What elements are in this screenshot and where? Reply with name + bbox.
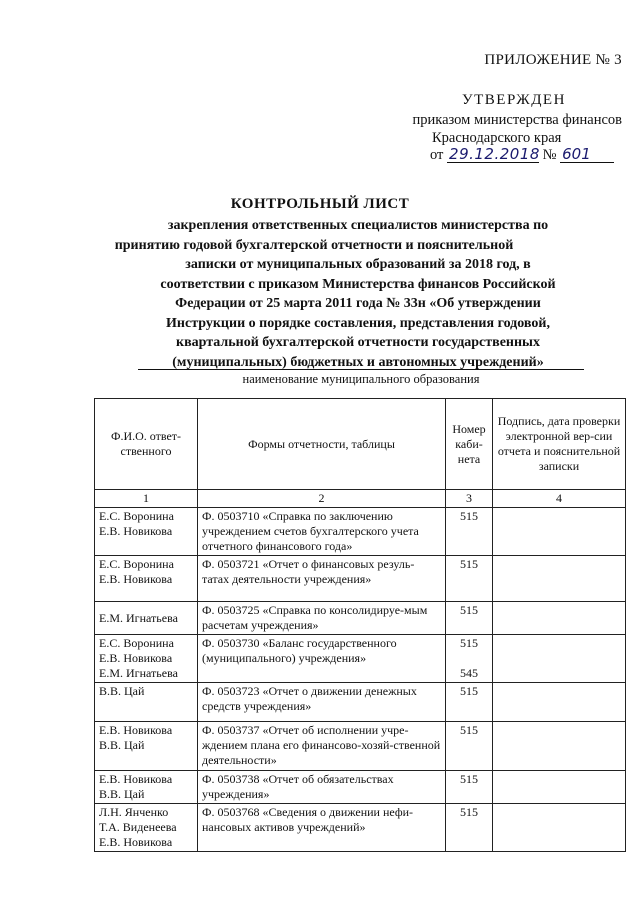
cabinet-value: 515 xyxy=(460,772,478,786)
table-row xyxy=(95,635,626,683)
subtitle-line: записки от муниципальных образований за 2018 год, в xyxy=(185,257,531,272)
handwritten-number: 601 xyxy=(560,146,614,163)
responsible-name: Е.М. Игнатьева xyxy=(99,666,178,680)
responsible-names xyxy=(95,771,198,804)
report-form: Ф. 0503710 «Справка по заключению учреждением счетов бухгалтерского учета отчетного финансового года» xyxy=(198,508,446,556)
cabinet-value: 515 xyxy=(460,723,478,737)
number-label: № xyxy=(542,147,557,163)
document-title: КОНТРОЛЬНЫЙ ЛИСТ xyxy=(230,196,410,212)
approved-label: УТВЕРЖДЕН xyxy=(462,92,566,108)
responsible-names xyxy=(95,508,198,556)
appendix-label: ПРИЛОЖЕНИЕ № 3 xyxy=(484,52,622,68)
cabinet-value: 515 xyxy=(460,557,478,571)
document-subtitle xyxy=(108,216,608,372)
responsible-name: Е.В. Новикова xyxy=(99,572,173,586)
responsible-name: Е.В. Новикова xyxy=(99,524,173,538)
cabinet-value: 515 xyxy=(460,684,478,698)
responsible-names xyxy=(95,683,198,722)
report-form: Ф. 0503768 «Сведения о движении нефи-нансовых активов учреждений» xyxy=(198,804,446,852)
signature-cell[interactable] xyxy=(493,722,626,771)
header-cell-signature: Подпись, дата проверки электронной вер-сии отчета и пояснительной записки xyxy=(493,399,626,490)
cabinet-number xyxy=(446,722,493,771)
signature-cell[interactable] xyxy=(493,771,626,804)
responsible-name: Е.М. Игнатьева xyxy=(99,610,178,625)
column-number: 3 xyxy=(446,490,493,508)
signature-cell[interactable] xyxy=(493,683,626,722)
column-number-row xyxy=(95,490,626,508)
table-header-row xyxy=(95,399,626,490)
municipality-caption: наименование муниципального образования xyxy=(242,372,480,386)
responsible-names xyxy=(95,602,198,635)
report-form: Ф. 0503725 «Справка по консолидируе-мым расчетам учреждения» xyxy=(198,602,446,635)
table-row xyxy=(95,771,626,804)
signature-cell[interactable] xyxy=(493,804,626,852)
handwritten-date: 29.12.2018 xyxy=(449,145,540,163)
header-cell-cabinet: Номер каби-нета xyxy=(446,399,493,490)
signature-cell[interactable] xyxy=(493,635,626,683)
cabinet-value: 515 xyxy=(460,603,478,617)
table-row xyxy=(95,683,626,722)
subtitle-line: квартальной бухгалтерской отчетности государственных xyxy=(176,335,540,350)
responsible-names xyxy=(95,804,198,852)
subtitle-line: Федерации от 25 марта 2011 года № 33н «Об утверждении xyxy=(175,296,541,311)
subtitle-line: принятию годовой бухгалтерской отчетности и пояснительной xyxy=(114,237,514,253)
signature-cell[interactable] xyxy=(493,602,626,635)
responsible-name: Е.В. Новикова xyxy=(99,651,173,665)
order-line-2: Краснодарского края xyxy=(432,130,562,146)
report-form: Ф. 0503737 «Отчет об исполнении учре-ждением плана его финансово-хозяй-ственной деятельности» xyxy=(198,722,446,771)
responsible-name: Е.В. Новикова xyxy=(99,723,173,737)
cabinet-number xyxy=(446,683,493,722)
responsible-name: В.В. Цай xyxy=(99,684,145,698)
signature-cell[interactable] xyxy=(493,556,626,602)
report-form: Ф. 0503721 «Отчет о финансовых резуль-татах деятельности учреждения» xyxy=(198,556,446,602)
cabinet-number xyxy=(446,508,493,556)
responsible-names xyxy=(95,556,198,602)
order-line-1: приказом министерства финансов xyxy=(412,112,622,128)
subtitle-line: соответствии с приказом Министерства финансов Российской xyxy=(160,276,556,292)
header-cell-forms: Формы отчетности, таблицы xyxy=(198,399,446,490)
responsible-name: Е.В. Новикова xyxy=(99,772,173,786)
subtitle-line: (муниципальных) бюджетных и автономных учреждений» xyxy=(172,354,544,370)
responsible-name: Л.Н. Янченко xyxy=(99,805,169,819)
responsible-name: Е.С. Воронина xyxy=(99,636,174,650)
cabinet-number xyxy=(446,556,493,602)
responsible-name: В.В. Цай xyxy=(99,787,145,801)
table-row xyxy=(95,804,626,852)
cabinet-number xyxy=(446,804,493,852)
order-date-number xyxy=(430,146,614,164)
cabinet-value: 515 xyxy=(460,509,478,523)
responsible-name: Е.С. Воронина xyxy=(99,557,174,571)
report-form: Ф. 0503730 «Баланс государственного (муниципального) учреждения» xyxy=(198,635,446,683)
responsible-name: Т.А. Виденеева xyxy=(99,820,177,834)
responsible-names xyxy=(95,635,198,683)
column-number: 1 xyxy=(95,490,198,508)
report-form: Ф. 0503738 «Отчет об обязательствах учреждения» xyxy=(198,771,446,804)
cabinet-number xyxy=(446,771,493,804)
responsible-name: Е.С. Воронина xyxy=(99,509,174,523)
table-row xyxy=(95,556,626,602)
cabinet-value: 515 xyxy=(460,636,478,650)
table-row xyxy=(95,508,626,556)
column-number: 2 xyxy=(198,490,446,508)
cabinet-number xyxy=(446,635,493,683)
subtitle-line: закрепления ответственных специалистов министерства по xyxy=(167,218,549,233)
table-row xyxy=(95,602,626,635)
report-form: Ф. 0503723 «Отчет о движении денежных средств учреждения» xyxy=(198,683,446,722)
cabinet-value: 545 xyxy=(460,666,478,680)
header-cell-fio: Ф.И.О. ответ-ственного xyxy=(95,399,198,490)
table-row xyxy=(95,722,626,771)
cabinet-number xyxy=(446,602,493,635)
cabinet-value: 515 xyxy=(460,805,478,819)
responsible-name: В.В. Цай xyxy=(99,738,145,752)
responsible-name: Е.В. Новикова xyxy=(99,835,173,849)
responsible-names xyxy=(95,722,198,771)
from-label: от xyxy=(430,147,444,163)
responsibility-table xyxy=(94,398,626,852)
subtitle-line: Инструкции о порядке составления, представления годовой, xyxy=(166,315,550,331)
municipality-blank-line xyxy=(138,369,584,370)
column-number: 4 xyxy=(493,490,626,508)
signature-cell[interactable] xyxy=(493,508,626,556)
